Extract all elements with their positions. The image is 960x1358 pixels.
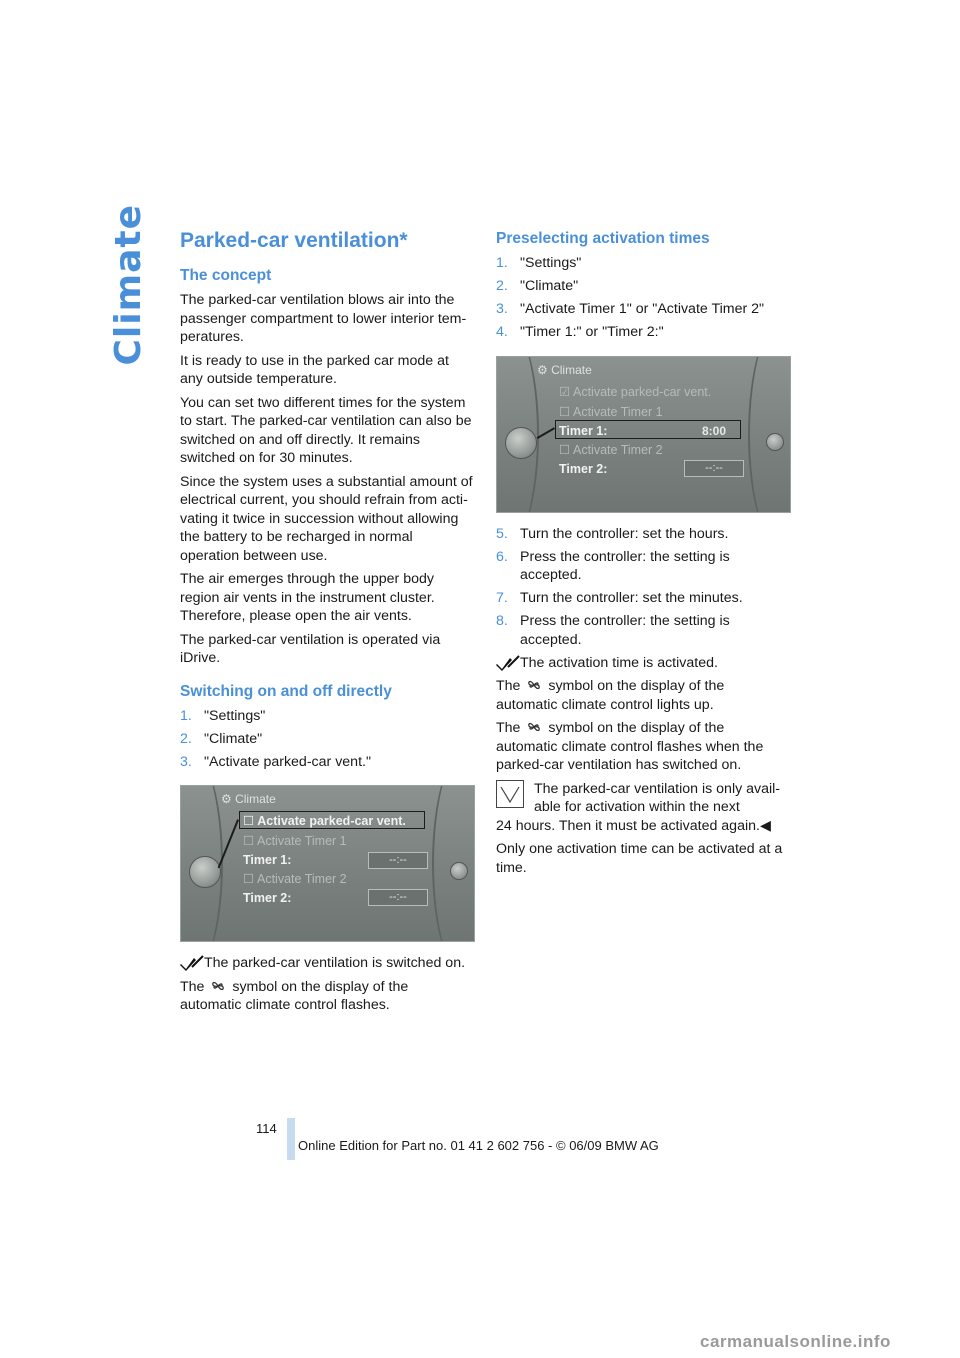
concept-paragraph: You can set two different times for the system to start. The parked-car ventilation can also be switched on and off directly. It remains switched on for 30 minutes. xyxy=(180,394,472,466)
step-number: 4. xyxy=(496,324,508,340)
step-text: Press the controller: the setting is accepted. xyxy=(520,613,730,648)
timer1-value: 8:00 xyxy=(701,423,727,438)
ventilation-icon xyxy=(210,979,226,993)
list-item xyxy=(496,612,789,649)
step-number: 2. xyxy=(496,278,508,294)
idrive-screen-image xyxy=(496,356,791,513)
step-text: Turn the controller: set the hours. xyxy=(520,525,729,542)
switch-steps xyxy=(180,707,473,772)
step-text: Press the controller: the setting is accepted. xyxy=(520,548,730,583)
screen-row: Timer 1: xyxy=(243,853,292,867)
note-line: The parked-car ventilation is only avail- xyxy=(534,780,781,797)
screen-row: ☐ Activate Timer 1 xyxy=(559,404,663,419)
concept-paragraph: It is ready to use in the parked car mode at any outside temperature. xyxy=(180,352,449,387)
footer-bar xyxy=(287,1118,295,1160)
note-line: able for activation within the next xyxy=(534,799,740,815)
note-triangle-icon xyxy=(496,780,524,808)
timer2-value: --:-- xyxy=(684,460,744,477)
scroll-knob-icon xyxy=(766,433,784,451)
step-number: 3. xyxy=(496,301,508,317)
final-paragraph: Only one activation time can be activated at a time. xyxy=(496,841,783,876)
list-item xyxy=(180,753,473,772)
pointer-line xyxy=(537,427,555,438)
section-tab xyxy=(98,204,158,366)
timer2-value: --:-- xyxy=(368,889,428,906)
step-text: "Activate parked-car vent." xyxy=(204,753,371,770)
preselect-steps xyxy=(496,254,789,342)
list-item xyxy=(496,548,789,585)
note-line: 24 hours. Then it must be activated again.◀ xyxy=(496,817,771,834)
step-text: "Settings" xyxy=(204,707,266,724)
screen-row: ☑ Activate parked-car vent. xyxy=(559,384,712,399)
step-text: Turn the controller: set the minutes. xyxy=(520,590,743,606)
list-item xyxy=(496,300,789,319)
step-text: "Activate Timer 1" or "Activate Timer 2" xyxy=(520,301,765,317)
preselect-heading: Preselecting activation times xyxy=(496,230,710,247)
symbol-paragraph: The symbol on the display of the automatic climate control flashes when the parked-car ventilation has switched on. xyxy=(496,720,764,773)
timer1-value: --:-- xyxy=(368,852,428,869)
step-number: 2. xyxy=(180,730,192,747)
step-number: 7. xyxy=(496,590,508,606)
result-line xyxy=(496,654,789,673)
screen-row: Timer 2: xyxy=(243,891,292,905)
concept-heading: The concept xyxy=(180,267,272,284)
left-column xyxy=(180,228,473,1020)
screen-row: Timer 2: xyxy=(559,461,608,476)
idrive-screen-image xyxy=(180,785,475,942)
result-line xyxy=(180,954,473,973)
highlight-frame xyxy=(239,811,425,829)
list-item xyxy=(496,254,789,273)
step-number: 6. xyxy=(496,548,508,565)
ventilation-icon xyxy=(526,678,542,692)
step-number: 5. xyxy=(496,525,508,542)
step-text: "Climate" xyxy=(204,730,263,747)
screen-title: ⚙ Climate xyxy=(537,362,592,377)
result-text: The activation time is activated. xyxy=(520,654,718,671)
note-block xyxy=(496,780,789,836)
screen-title: ⚙ Climate xyxy=(221,792,276,806)
screen-row: ☐ Activate Timer 1 xyxy=(243,834,347,848)
more-steps xyxy=(496,525,789,650)
highlight-frame xyxy=(555,420,741,439)
step-text: "Climate" xyxy=(520,278,579,294)
switch-heading: Switching on and off directly xyxy=(180,682,392,700)
list-item xyxy=(496,277,789,296)
step-text: "Settings" xyxy=(520,255,582,271)
page-number: 114 xyxy=(256,1121,277,1136)
controller-knob-icon xyxy=(505,427,537,459)
step-number: 8. xyxy=(496,613,508,629)
symbol-paragraph: The symbol on the display of the automatic climate control lights up. xyxy=(496,678,725,713)
step-number: 1. xyxy=(496,255,508,271)
page-title: Parked-car ventilation* xyxy=(180,229,408,252)
list-item xyxy=(180,707,473,726)
result-text: The parked-car ventilation is switched on. xyxy=(204,955,466,971)
list-item xyxy=(180,730,473,749)
watermark: carmanualsonline.info xyxy=(700,1332,891,1351)
concept-paragraph: Since the system uses a substantial amount of electrical current, you should refrain from acti-vating it twice in succession without allowing the battery to be recharged in normal operation between use. xyxy=(180,473,473,564)
screen-row: Timer 1: xyxy=(559,423,608,438)
section-tab-label: Climate xyxy=(107,204,149,366)
step-text: "Timer 1:" or "Timer 2:" xyxy=(520,324,664,340)
right-column xyxy=(496,229,789,882)
check-icon xyxy=(496,655,520,671)
scroll-knob-icon xyxy=(450,862,468,880)
controller-knob-icon xyxy=(189,856,221,888)
check-icon xyxy=(180,955,204,971)
screen-row: ☐ Activate parked-car vent. xyxy=(243,814,406,828)
concept-paragraph: The parked-car ventilation blows air into the passenger compartment to lower interior tem-peratures. xyxy=(180,292,467,345)
symbol-paragraph: The symbol on the display of the automatic climate control flashes. xyxy=(180,978,409,1013)
screen-row: ☐ Activate Timer 2 xyxy=(559,442,663,457)
concept-paragraph: The air emerges through the upper body region air vents in the instrument cluster. Therefore, please open the air vents. xyxy=(180,571,435,624)
step-number: 3. xyxy=(180,753,192,770)
step-number: 1. xyxy=(180,707,192,724)
list-item xyxy=(496,525,789,544)
ventilation-icon xyxy=(526,720,542,734)
screen-row: ☐ Activate Timer 2 xyxy=(243,872,347,886)
edition-note: Online Edition for Part no. 01 41 2 602 756 - © 06/09 BMW AG xyxy=(298,1138,659,1153)
list-item xyxy=(496,589,789,608)
concept-paragraph: The parked-car ventilation is operated via iDrive. xyxy=(180,631,441,666)
list-item xyxy=(496,323,789,342)
